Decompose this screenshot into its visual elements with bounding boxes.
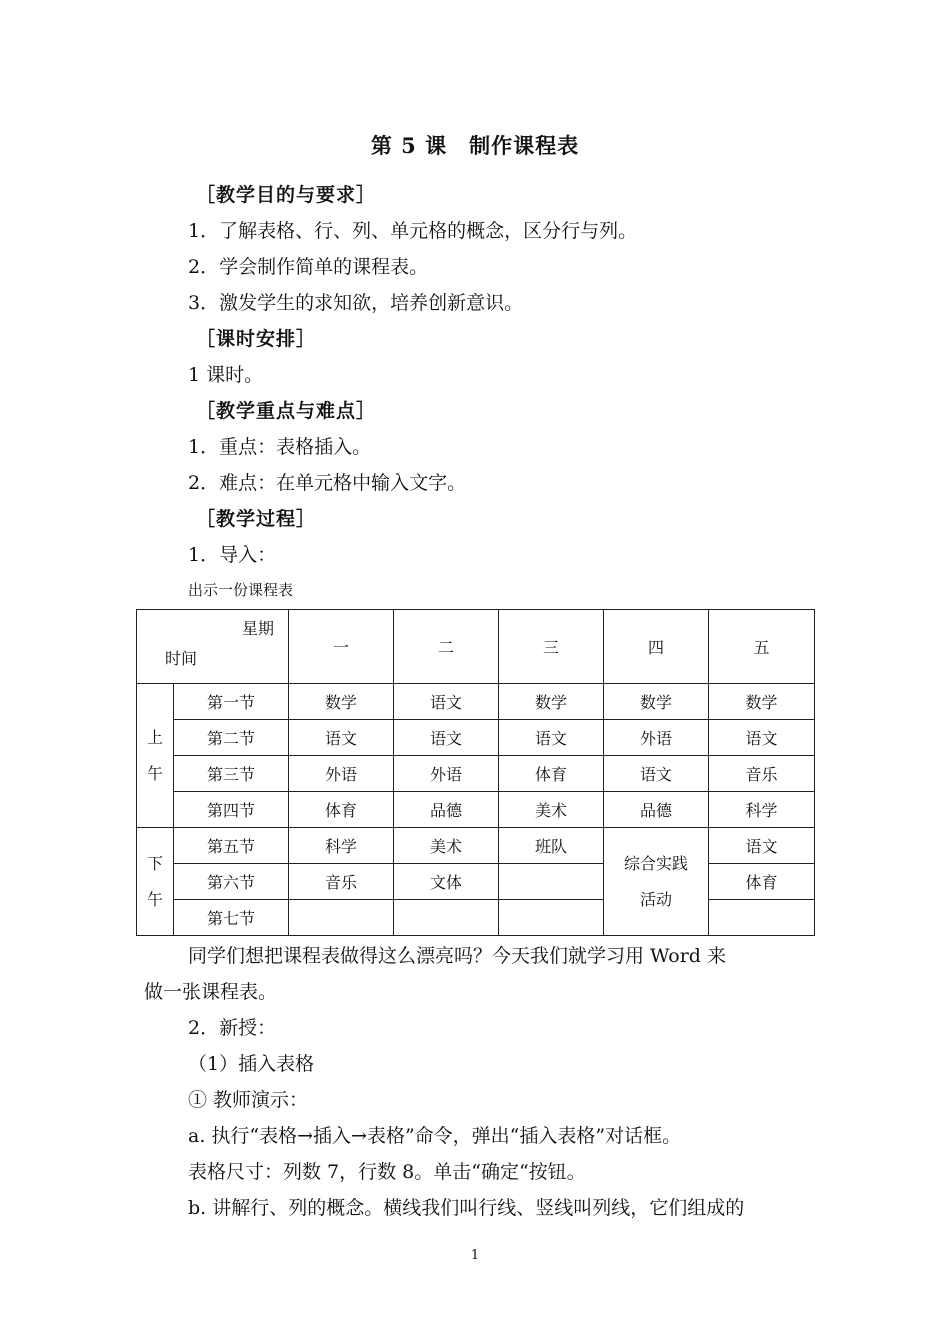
goals-heading: ［教学目的与要求］ [196, 184, 377, 206]
table-cell: 品德 [604, 792, 709, 828]
table-cell [709, 900, 815, 936]
intro-step: 1．导入： [188, 544, 277, 566]
period-cell: 第一节 [174, 684, 289, 720]
table-cell: 音乐 [709, 756, 815, 792]
period-cell: 第二节 [174, 720, 289, 756]
body-paragraph: 同学们想把课程表做得这么漂亮吗？今天我们就学习用 Word 来 [188, 945, 727, 967]
time-header: 时间 [165, 649, 198, 668]
key-item: 1．重点：表格插入。 [188, 436, 372, 458]
table-cell: 美术 [499, 792, 604, 828]
table-cell: 体育 [709, 864, 815, 900]
table-cell: 外语 [604, 720, 709, 756]
table-cell: 班队 [499, 828, 604, 864]
table-cell: 语文 [604, 756, 709, 792]
afternoon-label: 下 午 [137, 828, 174, 936]
diagonal-header [137, 610, 289, 684]
body-paragraph: b. 讲解行、列的概念。横线我们叫行线、竖线叫列线，它们组成的 [188, 1197, 745, 1219]
table-cell: 语文 [289, 720, 394, 756]
table-cell: 科学 [709, 792, 815, 828]
table-cell: 体育 [499, 756, 604, 792]
table-cell: 数学 [499, 684, 604, 720]
table-row [137, 756, 815, 792]
body-paragraph: （1）插入表格 [188, 1053, 315, 1075]
morning-label: 上 午 [137, 684, 174, 828]
page-number: 1 [470, 1248, 480, 1263]
period-cell: 第四节 [174, 792, 289, 828]
table-cell: 语文 [499, 720, 604, 756]
table-cell: 语文 [709, 828, 815, 864]
key-item: 2．难点：在单元格中输入文字。 [188, 472, 467, 494]
table-cell: 体育 [289, 792, 394, 828]
table-cell: 品德 [394, 792, 499, 828]
day-header: 四 [604, 610, 709, 684]
period-cell: 第六节 [174, 864, 289, 900]
table-row [137, 720, 815, 756]
day-header: 三 [499, 610, 604, 684]
table-row [137, 864, 815, 900]
period-cell: 第三节 [174, 756, 289, 792]
table-cell [499, 900, 604, 936]
table-cell: 美术 [394, 828, 499, 864]
table-cell: 外语 [394, 756, 499, 792]
keys-heading: ［教学重点与难点］ [196, 400, 377, 422]
table-cell: 外语 [289, 756, 394, 792]
table-cell: 数学 [709, 684, 815, 720]
table-cell: 语文 [394, 720, 499, 756]
day-header: 一 [289, 610, 394, 684]
period-cell: 第五节 [174, 828, 289, 864]
goal-item: 1．了解表格、行、列、单元格的概念，区分行与列。 [188, 220, 638, 242]
process-heading: ［教学过程］ [196, 508, 317, 530]
body-paragraph: 2．新授： [188, 1017, 277, 1039]
goal-item: 2．学会制作简单的课程表。 [188, 256, 429, 278]
merged-activity-cell: 综合实践 活动 [604, 828, 709, 936]
goal-item: 3．激发学生的求知欲，培养创新意识。 [188, 292, 524, 314]
table-caption: 出示一份课程表 [188, 581, 294, 599]
body-paragraph: a. 执行“表格→插入→表格”命令，弹出“插入表格”对话框。 [188, 1125, 682, 1147]
table-cell: 音乐 [289, 864, 394, 900]
day-header: 二 [394, 610, 499, 684]
table-row [137, 792, 815, 828]
table-cell: 数学 [289, 684, 394, 720]
table-cell: 语文 [709, 720, 815, 756]
period-cell: 第七节 [174, 900, 289, 936]
table-cell [499, 864, 604, 900]
body-paragraph: 表格尺寸：列数 7，行数 8。单击“确定“按钮。 [188, 1161, 586, 1183]
table-cell [289, 900, 394, 936]
table-cell: 数学 [604, 684, 709, 720]
table-cell [394, 900, 499, 936]
table-row [137, 828, 815, 864]
time-heading: ［课时安排］ [196, 328, 317, 350]
schedule-table [136, 609, 815, 936]
day-header: 五 [709, 610, 815, 684]
lesson-title: 第 5 课 制作课程表 [370, 133, 580, 158]
body-paragraph: ① 教师演示： [188, 1089, 309, 1111]
body-paragraph: 做一张课程表。 [144, 981, 278, 1003]
table-header-row [137, 610, 815, 684]
table-cell: 科学 [289, 828, 394, 864]
table-row [137, 900, 815, 936]
weekday-header: 星期 [241, 619, 274, 638]
table-cell: 语文 [394, 684, 499, 720]
table-row [137, 684, 815, 720]
table-cell: 文体 [394, 864, 499, 900]
time-text: 1 课时。 [188, 364, 264, 386]
